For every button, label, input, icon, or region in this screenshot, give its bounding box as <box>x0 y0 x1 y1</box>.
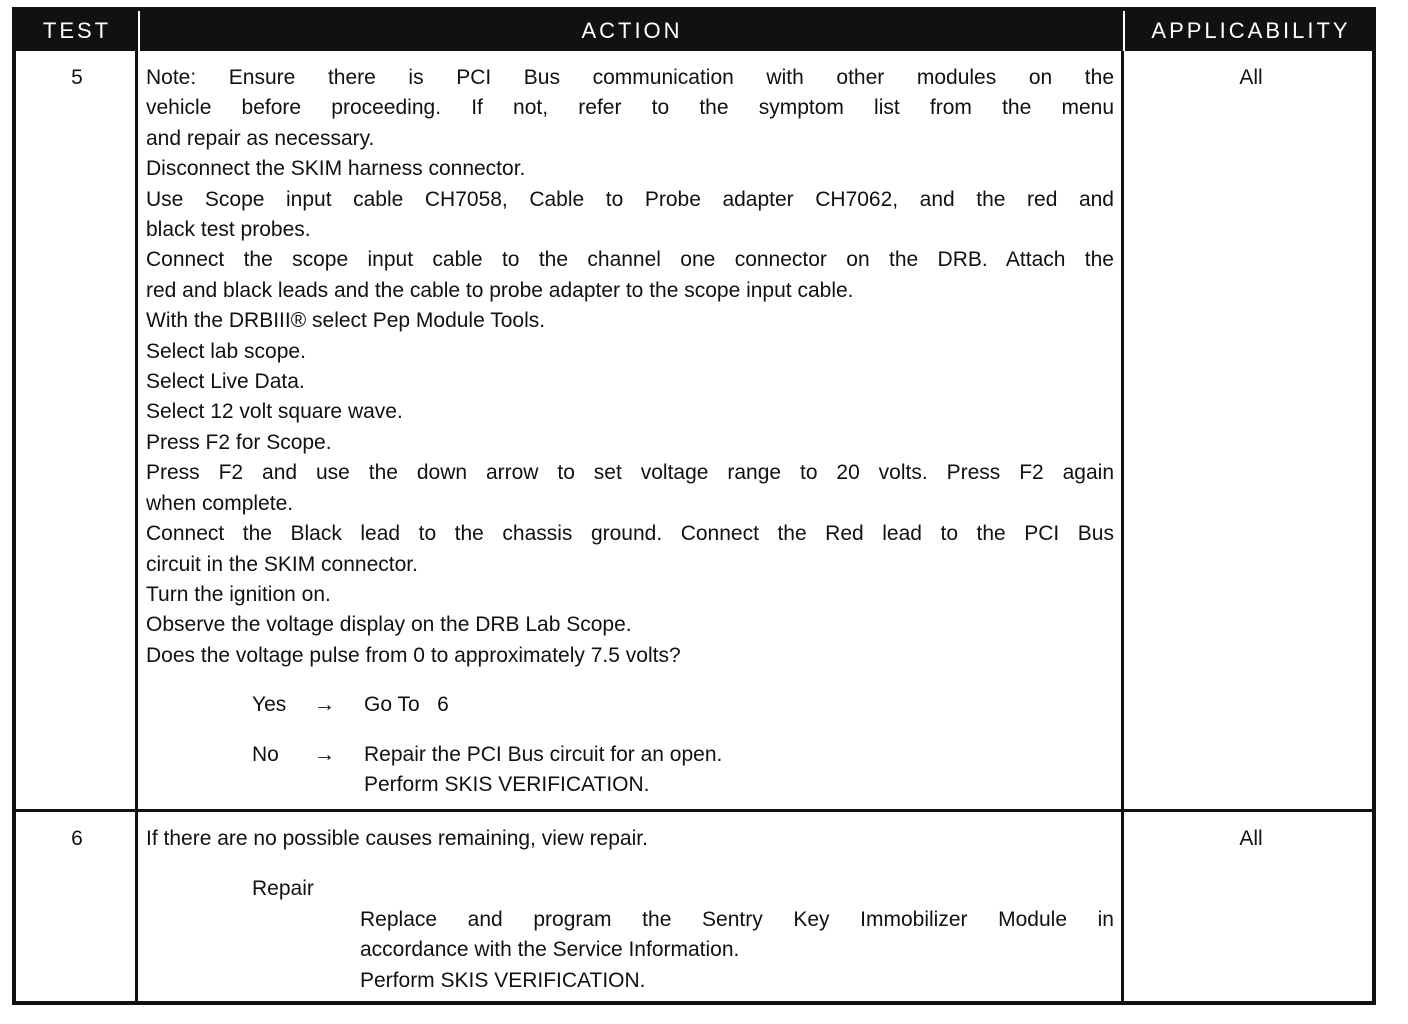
yes-branch <box>146 690 1114 720</box>
repair-line: Replace and program the Sentry Key Immobilizer Module in <box>360 907 1114 931</box>
applicability-value: All <box>1239 66 1263 89</box>
table-row <box>16 812 1372 1005</box>
action-line: Select Live Data. <box>146 370 305 394</box>
action-line: If there are no possible causes remaining, view repair. <box>146 827 648 850</box>
no-branch-continued <box>146 770 1114 800</box>
header-divider <box>1123 11 1125 51</box>
action-line: Turn the ignition on. <box>146 582 331 606</box>
action-line: circuit in the SKIM connector. <box>146 552 418 576</box>
test-number: 6 <box>71 827 83 850</box>
action-line: black test probes. <box>146 218 311 242</box>
header-applicability: APPLICABILITY <box>1151 18 1351 43</box>
action-line: Connect the Black lead to the chassis ground. Connect the Red lead to the PCI Bus <box>146 522 1114 546</box>
spacer <box>146 721 1114 740</box>
action-line: Note: Ensure there is PCI Bus communication with other modules on the <box>146 66 1114 89</box>
action-line: Select lab scope. <box>146 339 306 363</box>
action-line: Disconnect the SKIM harness connector. <box>146 157 526 181</box>
action-line: Use Scope input cable CH7058, Cable to Probe adapter CH7062, and the red and <box>146 187 1114 211</box>
yes-label: Yes <box>252 693 287 717</box>
action-line: vehicle before proceeding. If not, refer to the symptom list from the menu <box>146 96 1114 120</box>
action-line: With the DRBIII® select Pep Module Tools. <box>146 309 546 333</box>
action-line: Does the voltage pulse from 0 to approximately 7.5 volts? <box>146 643 681 667</box>
table-header <box>16 11 1372 51</box>
action-line: and repair as necessary. <box>146 126 375 150</box>
right-arrow-icon: → <box>314 742 335 766</box>
spacer <box>146 854 1114 874</box>
right-arrow-icon: → <box>314 693 335 717</box>
repair-label: Repair <box>252 877 314 901</box>
no-branch <box>146 740 1114 770</box>
applicability-value: All <box>1239 827 1263 850</box>
action-cell <box>146 63 1114 800</box>
action-line: red and black leads and the cable to probe adapter to the scope input cable. <box>146 278 854 302</box>
no-result: Repair the PCI Bus circuit for an open. <box>364 742 723 766</box>
action-line: Observe the voltage display on the DRB Lab Scope. <box>146 613 632 637</box>
repair-line: Perform SKIS VERIFICATION. <box>360 968 646 992</box>
no-label: No <box>252 742 279 766</box>
repair-line: accordance with the Service Information. <box>360 938 740 962</box>
no-result-verification: Perform SKIS VERIFICATION. <box>364 772 650 796</box>
diagnostic-test-table <box>12 7 1376 1005</box>
spacer <box>146 671 1114 690</box>
action-line: Press F2 for Scope. <box>146 430 332 454</box>
action-cell <box>146 824 1114 996</box>
header-action: ACTION <box>581 18 683 43</box>
header-test: TEST <box>42 18 112 43</box>
action-line: Select 12 volt square wave. <box>146 400 403 424</box>
test-number: 5 <box>71 66 83 89</box>
action-line: Connect the scope input cable to the channel one connector on the DRB. Attach the <box>146 248 1114 272</box>
action-line: when complete. <box>146 491 294 515</box>
action-line: Press F2 and use the down arrow to set voltage range to 20 volts. Press F2 again <box>146 461 1114 485</box>
yes-result: Go To 6 <box>364 693 449 717</box>
table-row <box>16 51 1372 809</box>
